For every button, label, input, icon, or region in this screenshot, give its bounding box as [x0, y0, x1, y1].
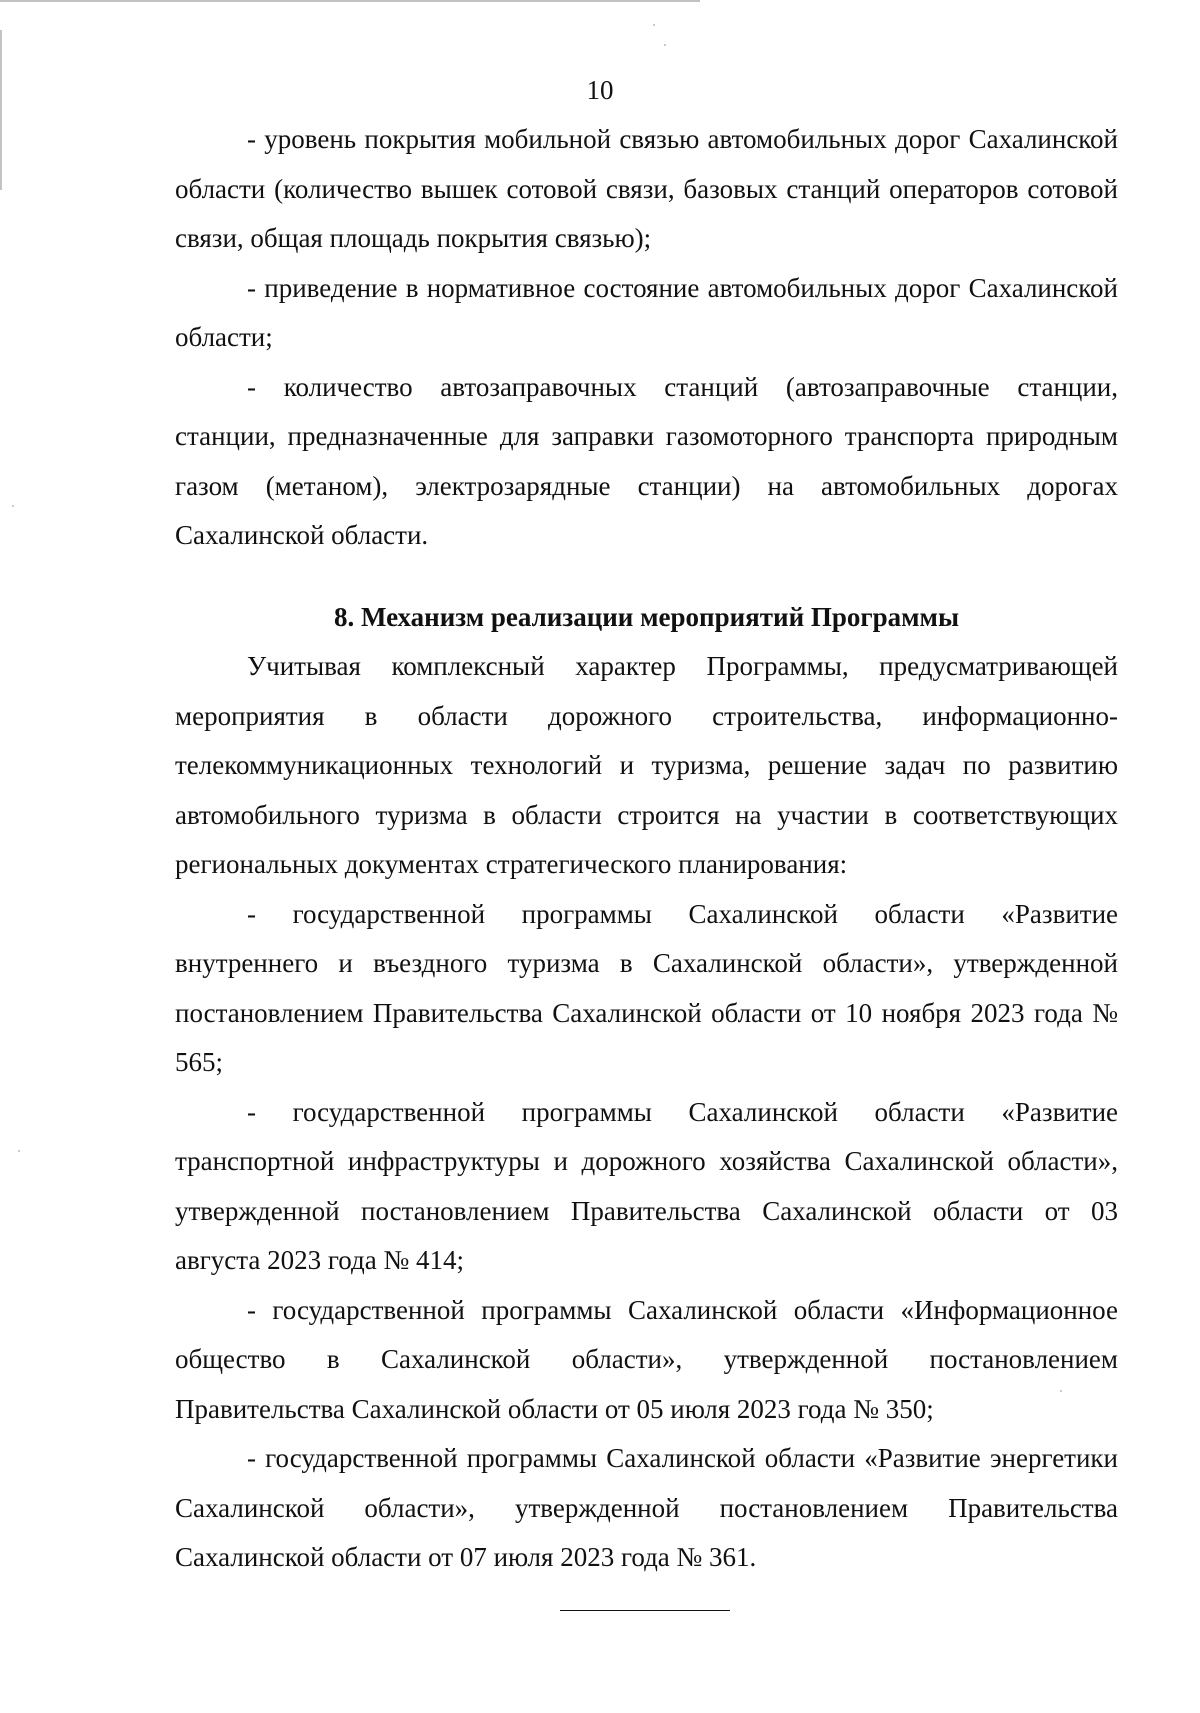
list-item-transport-program: - государственной программы Сахалинской области «Развитие транспортной инфраструктуры и дорожного хозяйства Сахалинской области», утвержденной постановлением Правительства Сахалинской области от 03 августа 2023 года № 414; — [175, 1096, 1118, 1275]
paragraph-road-condition: - приведение в нормативное состояние автомобильных дорог Сахалинской области; — [175, 272, 1118, 352]
paragraph-fuel-stations: - количество автозаправочных станций (автозаправочные станции, станции, предназначенные для заправки газомоторного транспорта природным газом (метаном), электрозарядные станции) на автомобильных дорогах Сахалинской области. — [175, 371, 1118, 550]
list-item-information-program: - государственной программы Сахалинской области «Информационное общество в Сахалинской области», утвержденной постановлением Правительства Сахалинской области от 05 июля 2023 года № 350; — [175, 1294, 1118, 1424]
section-heading: 8. Механизм реализации мероприятий Программы — [333, 601, 960, 632]
scan-speck — [653, 24, 655, 26]
paragraph-intro: Учитывая комплексный характер Программы, предусматривающей мероприятия в области дорожного строительства, информационно-телекоммуникационных технологий и туризма, решение задач по развитию автомобильного туризма в области строится на участии в соответствующих региональных документах стратегического планирования: — [175, 651, 1118, 879]
list-item-tourism-program: - государственной программы Сахалинской области «Развитие внутреннего и въездного туризма в Сахалинской области», утвержденной постановлением Правительства Сахалинской области от 10 ноября 2023 года № 565; — [175, 898, 1118, 1077]
scan-edge-left — [0, 30, 2, 190]
scan-speck — [664, 44, 666, 46]
page-number: 10 — [586, 75, 614, 105]
scan-speck — [12, 505, 14, 507]
scan-speck — [1060, 1390, 1062, 1392]
paragraph-coverage: - уровень покрытия мобильной связью автомобильных дорог Сахалинской области (количество вышек сотовой связи, базовых станций операторов сотовой связи, общая площадь покрытия связью); — [175, 124, 1118, 253]
document-body — [175, 115, 1118, 1583]
scan-speck — [18, 1150, 20, 1152]
list-item-energy-program: - государственной программы Сахалинской области «Развитие энергетики Сахалинской области», утвержденной постановлением Правительства Сахалинской области от 07 июля 2023 года № 361. — [175, 1443, 1118, 1572]
footer-rule — [560, 1610, 730, 1611]
scan-edge-top — [0, 0, 700, 2]
